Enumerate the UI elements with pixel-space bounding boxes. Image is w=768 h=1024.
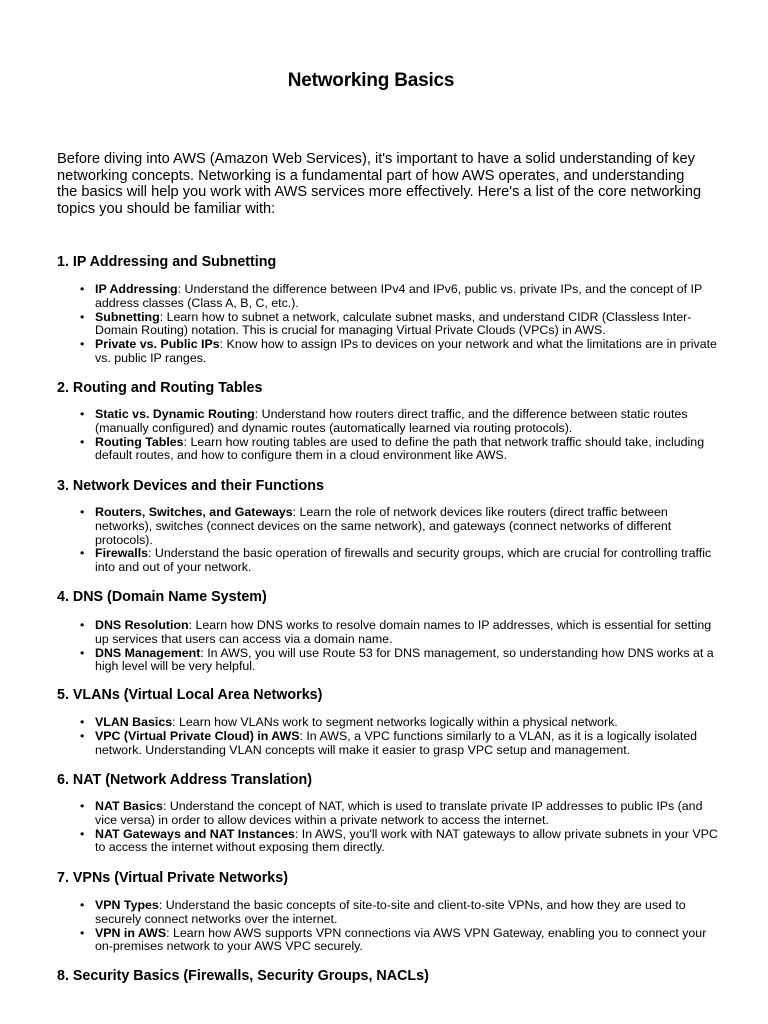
bullet-icon: • <box>80 407 85 421</box>
bullet-list <box>57 408 720 463</box>
list-item <box>80 645 720 675</box>
item-description: : In AWS, you will use Route 53 for DNS management, so understanding how DNS works at a high level will be very helpful. <box>95 645 714 674</box>
item-description: : Learn how DNS works to resolve domain names to IP addresses, which is essential for setting up services that users can access via a domain name. <box>95 618 712 646</box>
list-item <box>80 728 720 758</box>
section-heading: 7. VPNs (Virtual Private Networks) <box>57 870 288 886</box>
bullet-icon: • <box>80 434 85 449</box>
list-item <box>80 618 720 647</box>
bullet-icon: • <box>80 898 85 912</box>
item-term: Static vs. Dynamic Routing <box>95 407 255 421</box>
bullet-icon: • <box>80 645 85 660</box>
list-item <box>80 546 720 575</box>
item-term: Private vs. Public IPs <box>95 337 220 352</box>
item-term: NAT Gateways and NAT Instances <box>95 826 295 841</box>
section-heading: 3. Network Devices and their Functions <box>57 478 324 494</box>
list-item <box>80 309 720 339</box>
item-term: VPC (Virtual Private Cloud) in AWS <box>95 728 300 743</box>
item-term: Firewalls <box>95 546 149 561</box>
item-description: : Learn how routing tables are used to define the path that network traffic should take, including default routes, and how to configure them in a cloud environment like AWS. <box>95 434 705 463</box>
list-item <box>80 715 720 730</box>
item-term: VPN Types <box>95 898 159 912</box>
bullet-icon: • <box>80 715 85 729</box>
bullet-icon: • <box>80 546 85 561</box>
list-item <box>80 337 720 366</box>
bullet-icon: • <box>80 826 85 841</box>
bullet-list <box>57 283 720 366</box>
section-heading: 4. DNS (Domain Name System) <box>57 589 267 605</box>
section-heading: 1. IP Addressing and Subnetting <box>57 254 277 270</box>
page-title: Networking Basics <box>287 69 455 91</box>
bullet-icon: • <box>80 799 85 813</box>
bullet-icon: • <box>80 337 85 352</box>
list-item <box>80 434 720 464</box>
item-description: : In AWS, a VPC functions similarly to a VLAN, as it is a logically isolated network. Understanding VLAN concepts will make it easier to grasp VPC setup and management. <box>95 728 698 757</box>
item-description: : Understand how routers direct traffic, and the difference between static routes (manually configured) and dynamic routes (automatically learned via routing protocols). <box>95 407 688 435</box>
bullet-icon: • <box>80 728 85 743</box>
bullet-icon: • <box>80 618 85 632</box>
section-heading: 5. VLANs (Virtual Local Area Networks) <box>57 687 323 703</box>
item-term: VLAN Basics <box>95 715 173 729</box>
list-item <box>80 898 720 927</box>
intro-paragraph: Before diving into AWS (Amazon Web Services), it's important to have a solid understanding of key networking concepts. Networking is a fundamental part of how AWS operates, and understanding the basics will help you work with AWS services more effectively. Here's a list of the core networking topics you should be familiar with: <box>57 151 702 217</box>
bullet-list <box>57 716 720 757</box>
item-description: : Understand the basic operation of firewalls and security groups, which are crucial for controlling traffic into and out of your network. <box>95 546 712 575</box>
bullet-list <box>57 506 720 575</box>
item-term: Routing Tables <box>95 434 184 449</box>
item-description: : Learn how AWS supports VPN connections via AWS VPN Gateway, enabling you to connect your on-premises network to your AWS VPC securely. <box>95 925 707 954</box>
bullet-icon: • <box>80 505 85 519</box>
item-description: : Understand the concept of NAT, which is used to translate private IP addresses to public IPs (and vice versa) in order to allow devices within a private network to access the internet. <box>95 799 703 827</box>
item-description: : In AWS, you'll work with NAT gateways to allow private subnets in your VPC to access the internet without exposing them directly. <box>95 826 718 855</box>
bullet-list <box>57 800 720 855</box>
item-term: DNS Management <box>95 645 201 660</box>
item-term: IP Addressing <box>95 282 178 296</box>
item-term: NAT Basics <box>95 799 163 813</box>
section-heading: 6. NAT (Network Address Translation) <box>57 772 313 788</box>
section-heading: 2. Routing and Routing Tables <box>57 380 263 396</box>
section-heading: 8. Security Basics (Firewalls, Security Groups, NACLs) <box>57 968 429 984</box>
bullet-icon: • <box>80 282 85 296</box>
bullet-icon: • <box>80 309 85 324</box>
item-description: : Know how to assign IPs to devices on your network and what the limitations are in private vs. public IP ranges. <box>95 337 717 365</box>
item-term: DNS Resolution <box>95 618 189 632</box>
list-item <box>80 505 720 547</box>
list-item <box>80 826 720 856</box>
bullet-icon: • <box>80 925 85 940</box>
list-item <box>80 407 720 436</box>
list-item <box>80 925 720 955</box>
item-description: : Learn how VLANs work to segment networks logically within a physical network. <box>172 715 618 729</box>
item-description: : Understand the difference between IPv4 and IPv6, public vs. private IPs, and the concept of IP address classes (Class A, B, C, etc.). <box>95 282 703 310</box>
item-description: : Understand the basic concepts of site-to-site and client-to-site VPNs, and how they are used to securely connect networks over the internet. <box>95 898 686 926</box>
list-item <box>80 799 720 828</box>
bullet-list <box>57 619 720 674</box>
bullet-list <box>57 899 720 954</box>
list-item <box>80 282 720 311</box>
item-description: : Learn the role of network devices like routers (direct traffic between networks), switches (connect devices on the same network), and gateways (connect networks of different protocols). <box>95 505 672 547</box>
item-term: VPN in AWS <box>95 925 167 940</box>
item-description: : Learn how to subnet a network, calculate subnet masks, and understand CIDR (Classless Inter-Domain Routing) notation. This is crucial for managing Virtual Private Clouds (VPCs) in AWS. <box>95 309 692 338</box>
item-term: Routers, Switches, and Gateways <box>95 505 293 519</box>
item-term: Subnetting <box>95 309 160 324</box>
